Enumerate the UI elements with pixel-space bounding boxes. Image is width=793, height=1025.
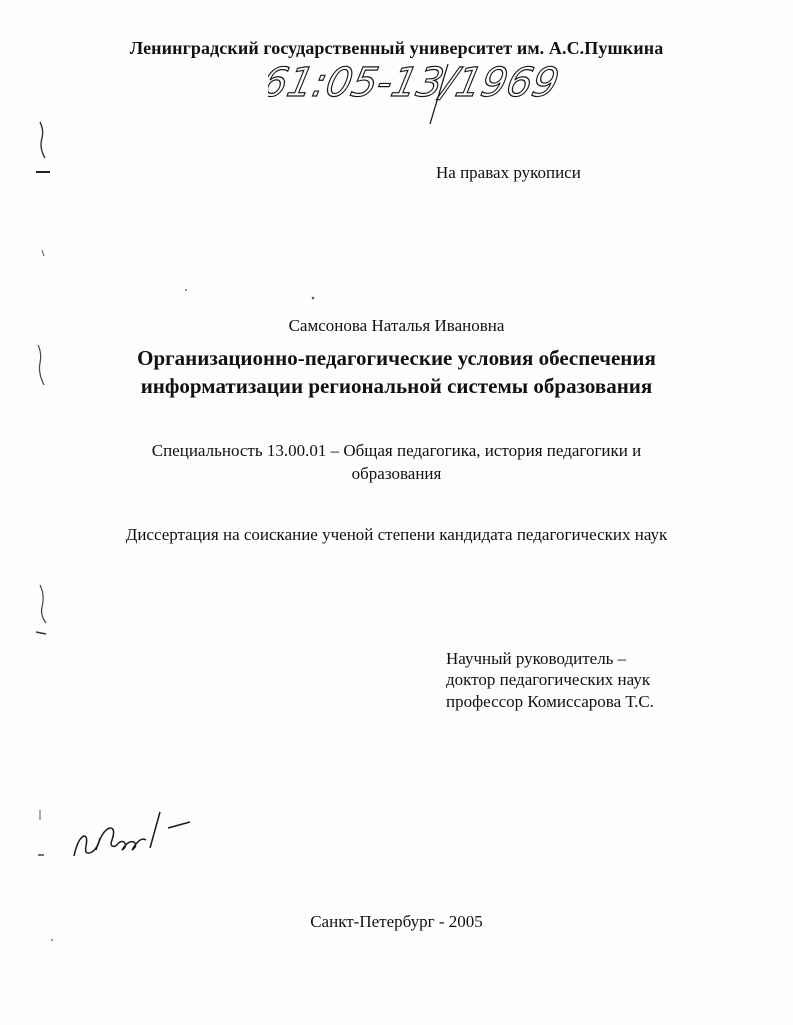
author-name: Самсонова Наталья Ивановна bbox=[288, 316, 505, 335]
signature-icon bbox=[66, 806, 196, 876]
rights-note: На правах рукописи bbox=[436, 163, 581, 182]
handwritten-signature bbox=[66, 806, 196, 876]
university-name: Ленинградский государственный университет им. А.С.Пушкина bbox=[129, 38, 664, 58]
supervisor-line-2: доктор педагогических наук bbox=[446, 670, 651, 689]
specialty-line-2: образования bbox=[351, 464, 442, 483]
dissertation-title-line-2: информатизации региональной системы образования bbox=[140, 374, 653, 398]
specialty-line-1: Специальность 13.00.01 – Общая педагогика, история педагогики и bbox=[151, 441, 642, 460]
degree-statement: Диссертация на соискание ученой степени кандидата педагогических наук bbox=[125, 525, 668, 544]
archive-code-handwritten bbox=[268, 56, 568, 126]
city-and-year: Санкт-Петербург - 2005 bbox=[310, 912, 483, 931]
supervisor-line-1: Научный руководитель – bbox=[446, 649, 627, 668]
archive-code-text: 61:05-13/1969 bbox=[268, 58, 564, 106]
supervisor-line-3: профессор Комиссарова Т.С. bbox=[446, 692, 654, 711]
dissertation-title-line-1: Организационно-педагогические условия обеспечения bbox=[137, 346, 656, 370]
archive-code-stamp bbox=[268, 56, 568, 126]
